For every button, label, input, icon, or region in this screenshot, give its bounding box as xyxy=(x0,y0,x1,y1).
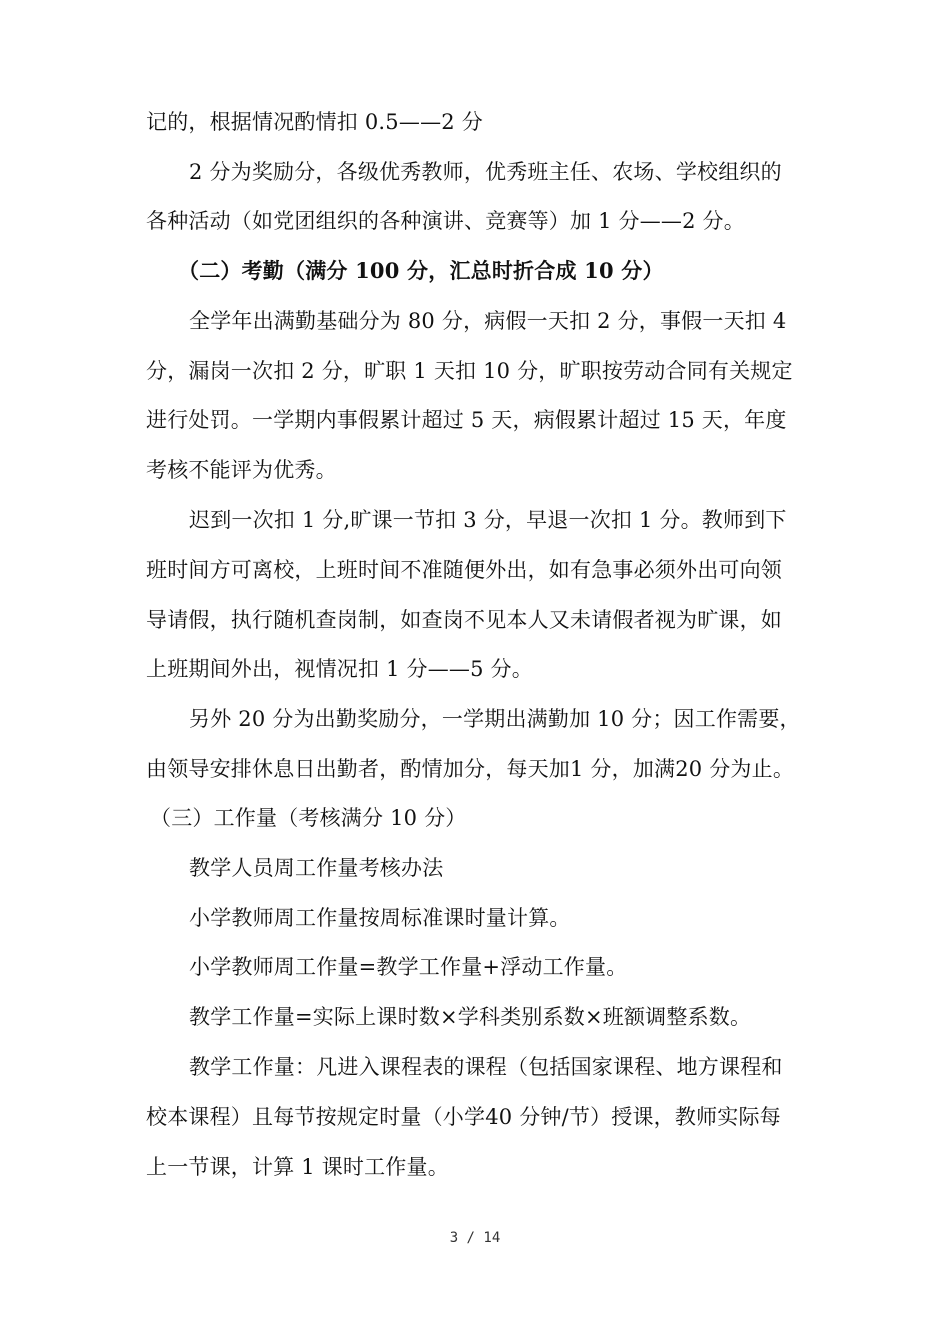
text-line: 2 分为奖励分，各级优秀教师，优秀班主任、农场、学校组织的 xyxy=(189,160,782,184)
text-line: 分，漏岗一次扣 2 分，旷职 1 天扣 10 分，旷职按劳动合同有关规定 xyxy=(146,359,793,383)
text-line: 校本课程）且每节按规定时量（小学40 分钟/节）授课，教师实际每 xyxy=(146,1105,781,1129)
text-line: 进行处罚。一学期内事假累计超过 5 天，病假累计超过 15 天，年度 xyxy=(146,408,787,432)
text-line: 班时间方可离校，上班时间不准随便外出，如有急事必须外出可向领 xyxy=(146,558,782,582)
text-line: 小学教师周工作量=教学工作量+浮动工作量。 xyxy=(189,955,628,979)
text-line: 小学教师周工作量按周标准课时量计算。 xyxy=(189,906,571,930)
section-heading: （三）工作量（考核满分 10 分） xyxy=(150,806,467,830)
text-line: 上一节课，计算 1 课时工作量。 xyxy=(146,1155,449,1179)
text-line: 另外 20 分为出勤奖励分，一学期出满勤加 10 分；因工作需要， xyxy=(189,707,801,731)
text-line: 全学年出满勤基础分为 80 分，病假一天扣 2 分，事假一天扣 4 xyxy=(189,309,787,333)
section-heading: （二）考勤（满分 100 分，汇总时折合成 10 分） xyxy=(178,258,664,283)
page-number: 3 / 14 xyxy=(449,1230,501,1246)
text-line: 教学工作量=实际上课时数×学科类别系数×班额调整系数。 xyxy=(189,1005,752,1029)
text-line: 上班期间外出，视情况扣 1 分——5 分。 xyxy=(146,657,533,681)
text-line: 教学工作量：凡进入课程表的课程（包括国家课程、地方课程和 xyxy=(189,1055,783,1079)
text-line: 考核不能评为优秀。 xyxy=(146,458,337,482)
text-line: 导请假，执行随机查岗制，如查岗不见本人又未请假者视为旷课，如 xyxy=(146,608,782,632)
text-line: 迟到一次扣 1 分,旷课一节扣 3 分，早退一次扣 1 分。教师到下 xyxy=(189,508,787,532)
text-line: 各种活动（如党团组织的各种演讲、竞赛等）加 1 分——2 分。 xyxy=(146,209,745,233)
text-line: 由领导安排休息日出勤者，酌情加分，每天加1 分，加满20 分为止。 xyxy=(146,757,795,781)
text-line: 教学人员周工作量考核办法 xyxy=(189,856,444,880)
text-line: 记的，根据情况酌情扣 0.5——2 分 xyxy=(146,110,483,134)
